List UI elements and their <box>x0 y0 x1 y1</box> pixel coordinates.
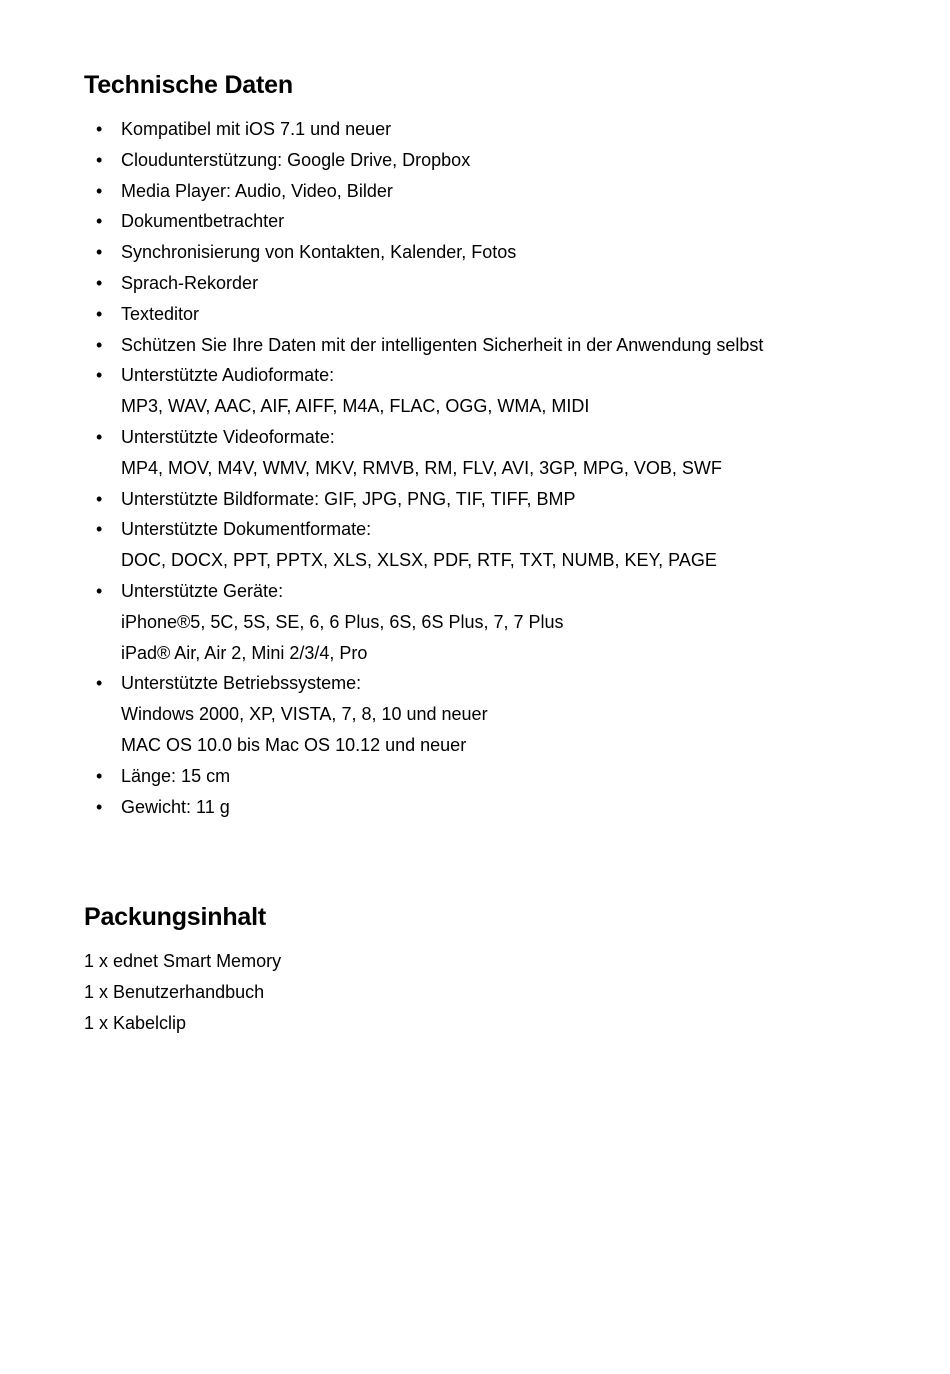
bullet-icon: • <box>96 242 103 263</box>
spec-detail: Windows 2000, XP, VISTA, 7, 8, 10 und neuer <box>121 704 488 725</box>
bullet-icon: • <box>96 673 103 694</box>
spec-label: Dokumentbetrachter <box>121 211 285 232</box>
document-page <box>84 68 904 1039</box>
spec-item <box>84 514 904 576</box>
specs-list <box>84 114 904 822</box>
spec-item <box>84 114 904 145</box>
package-contents-heading: Packungsinhalt <box>84 903 266 932</box>
spec-label: Unterstützte Dokumentformate: <box>121 519 372 540</box>
spec-label: Texteditor <box>121 303 200 324</box>
spec-label: Sprach-Rekorder <box>121 272 259 293</box>
bullet-icon: • <box>96 580 103 601</box>
bullet-icon: • <box>96 519 103 540</box>
spec-label: Länge: 15 cm <box>121 765 231 786</box>
package-item: 1 x Kabelclip <box>84 1012 187 1033</box>
spec-item <box>84 761 904 792</box>
spec-item <box>84 176 904 207</box>
spec-label: Unterstützte Videoformate: <box>121 426 335 447</box>
bullet-icon: • <box>96 180 103 201</box>
spec-item <box>84 268 904 299</box>
spec-label: Unterstützte Bildformate: GIF, JPG, PNG, TIF, TIFF, BMP <box>121 488 576 509</box>
spec-detail: iPhone®5, 5C, 5S, SE, 6, 6 Plus, 6S, 6S Plus, 7, 7 Plus <box>121 611 564 632</box>
bullet-icon: • <box>96 426 103 447</box>
bullet-icon: • <box>96 796 103 817</box>
package-contents-list <box>84 946 904 1038</box>
specs-heading: Technische Daten <box>84 71 293 99</box>
spec-label: Cloudunterstützung: Google Drive, Dropbox <box>121 149 471 170</box>
spec-item <box>84 668 904 760</box>
spec-detail: DOC, DOCX, PPT, PPTX, XLS, XLSX, PDF, RTF, TXT, NUMB, KEY, PAGE <box>121 550 717 571</box>
spec-item <box>84 299 904 330</box>
package-item: 1 x ednet Smart Memory <box>84 951 282 972</box>
spec-item <box>84 792 904 823</box>
bullet-icon: • <box>96 272 103 293</box>
bullet-icon: • <box>96 303 103 324</box>
bullet-icon: • <box>96 765 103 786</box>
spec-label: Schützen Sie Ihre Daten mit der intelligenten Sicherheit in der Anwendung selbst <box>121 334 764 355</box>
spec-label: Synchronisierung von Kontakten, Kalender, Fotos <box>121 242 517 263</box>
spec-detail: MAC OS 10.0 bis Mac OS 10.12 und neuer <box>121 734 467 755</box>
spec-label: Unterstützte Betriebssysteme: <box>121 673 362 694</box>
spec-label: Media Player: Audio, Video, Bilder <box>121 180 393 201</box>
bullet-icon: • <box>96 365 103 386</box>
spec-item <box>84 237 904 268</box>
spec-item <box>84 422 904 484</box>
spec-label: Unterstützte Geräte: <box>121 580 284 601</box>
spec-label: Unterstützte Audioformate: <box>121 365 335 386</box>
spec-item <box>84 484 904 515</box>
bullet-icon: • <box>96 488 103 509</box>
spec-item <box>84 206 904 237</box>
bullet-icon: • <box>96 149 103 170</box>
spec-detail: MP4, MOV, M4V, WMV, MKV, RMVB, RM, FLV, AVI, 3GP, MPG, VOB, SWF <box>121 457 722 478</box>
bullet-icon: • <box>96 211 103 232</box>
bullet-icon: • <box>96 119 103 139</box>
spec-item <box>84 145 904 176</box>
package-item: 1 x Benutzerhandbuch <box>84 982 265 1003</box>
spec-label: Kompatibel mit iOS 7.1 und neuer <box>121 119 392 139</box>
spec-detail: iPad® Air, Air 2, Mini 2/3/4, Pro <box>121 642 368 663</box>
bullet-icon: • <box>96 334 103 355</box>
spec-label: Gewicht: 11 g <box>121 796 230 817</box>
spec-item <box>84 360 904 422</box>
spec-item <box>84 576 904 668</box>
spec-item <box>84 330 904 361</box>
spec-detail: MP3, WAV, AAC, AIF, AIFF, M4A, FLAC, OGG, WMA, MIDI <box>121 396 590 417</box>
